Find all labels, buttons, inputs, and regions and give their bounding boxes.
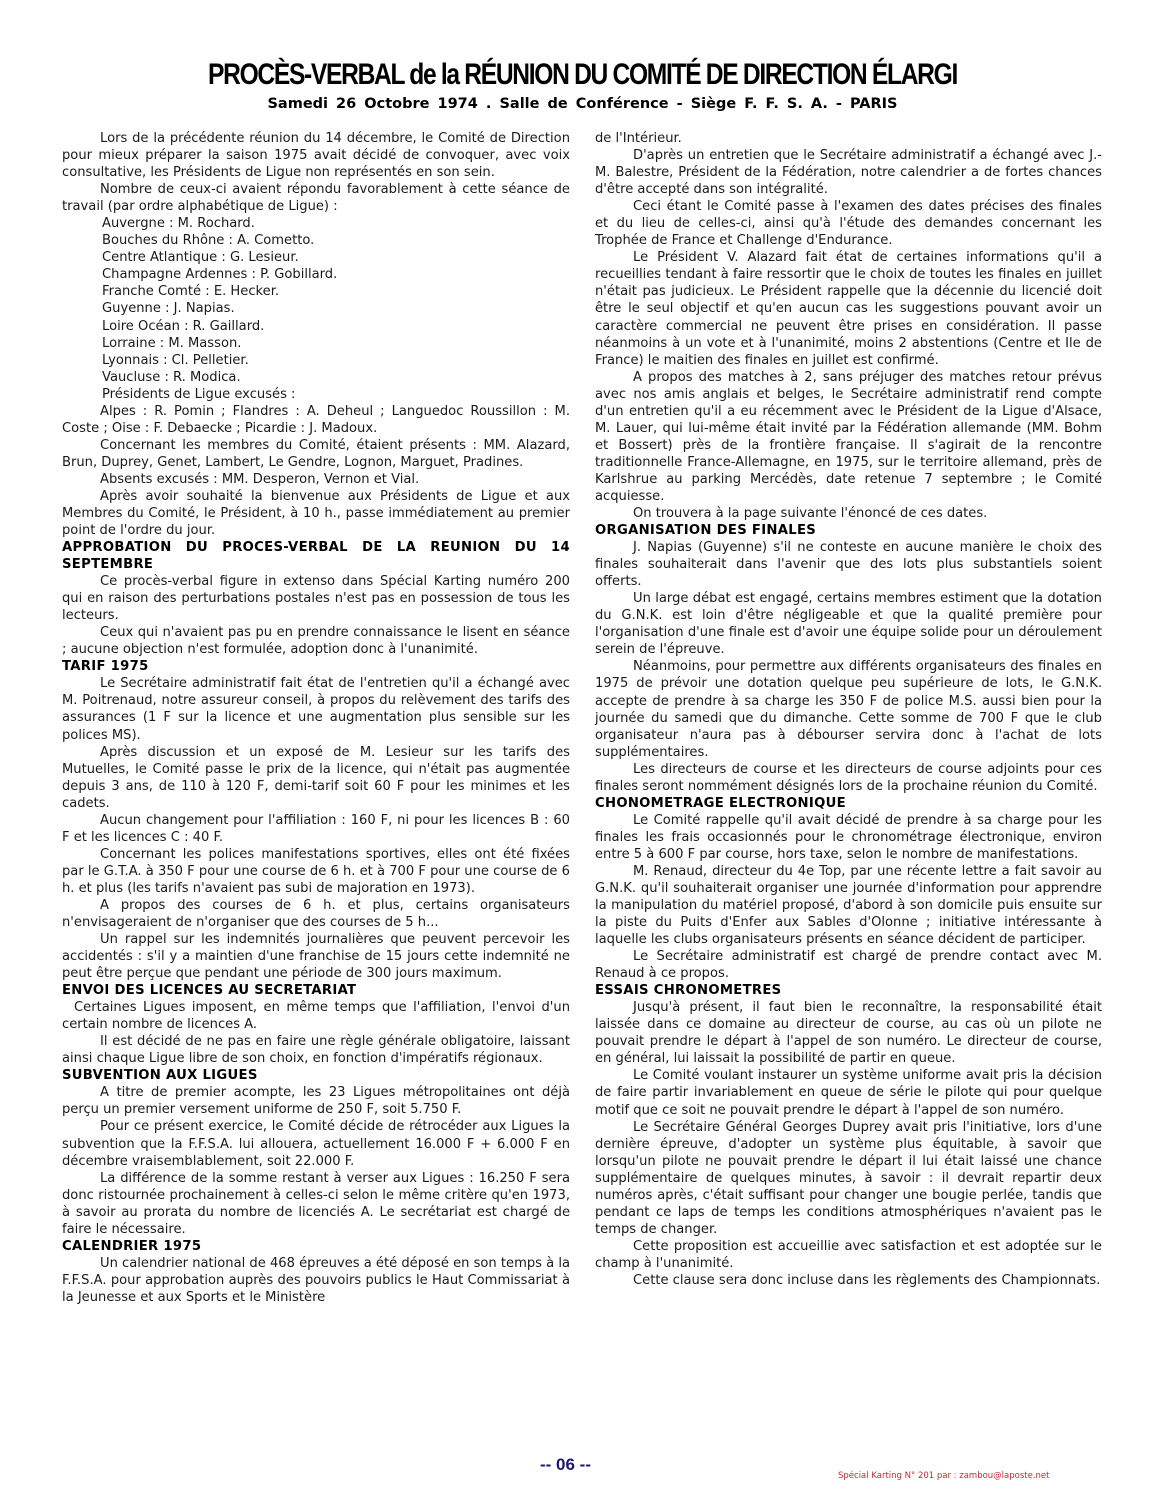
page-number: -- 06 -- (540, 1455, 591, 1474)
section-heading: ORGANISATION DES FINALES (595, 523, 817, 539)
paragraph: Concernant les polices manifestations sportives, elles ont été fixées par le G.T.A. à 350 F pour une course de 6 h. et à 700 F pour une course de 6 h. et plus (les tarifs n'avaient pas subi de majoration en 1973). (62, 846, 570, 896)
section-heading: TARIF 1975 (62, 659, 149, 675)
paragraph: Le Secrétaire administratif fait état de l'entretien qu'il a échangé avec M. Poitrenaud, notre assureur conseil, à propos du relèvement des tarifs des assurances (1 F sur la licence et une augmentation plus sensible sur les polices MS). (62, 676, 570, 743)
list-item: Vaucluse : R. Modica. (102, 369, 241, 385)
paragraph: D'après un entretien que le Secrétaire administratif a échangé avec J.-M. Balestre, Président de la Fédération, notre calendrier a de fortes chances d'être accepté dans son intégralité. (595, 148, 1102, 198)
paragraph: Le Secrétaire administratif est chargé de prendre contact avec M. Renaud à ce propos. (595, 949, 1102, 982)
left-column (62, 130, 570, 1306)
paragraph: Pour ce présent exercice, le Comité décide de rétrocéder aux Ligues la subvention que la F.F.S.A. lui allouera, actuellement 16.000 F + 6.000 F en décembre vraisemblablement, soit 22.000 F. (62, 1119, 570, 1169)
section-heading: ESSAIS CHRONOMETRES (595, 983, 782, 999)
list-item: Centre Atlantique : G. Lesieur. (102, 250, 299, 266)
list-item: Franche Comté : E. Hecker. (102, 284, 280, 300)
paragraph: A propos des courses de 6 h. et plus, certains organisateurs n'envisageraient de n'organiser que des courses de 5 h... (62, 897, 570, 931)
paragraph: A propos des matches à 2, sans préjuger des matches retour prévus avec nos amis anglais et belges, le Secrétaire administratif rend compte d'un entretien qu'il a eu récemment avec le Président de la Ligue d'Alsace, M. Lauer, qui lui-même était invité par la Fédération allemande (MM. Bohm et Bossert) près de la frontière française. Il s'agirait de la rencontre traditionnelle France-Allemagne, en 1975, sur le territoire allemand, près de Karlshrue au parking Mercédès, date retenue 7 septembre ; le Comité acquiesse. (595, 369, 1102, 504)
section-heading: CALENDRIER 1975 (62, 1238, 202, 1254)
paragraph: Cette clause sera donc incluse dans les règlements des Championnats. (633, 1273, 1101, 1288)
paragraph: M. Renaud, directeur du 4e Top, par une récente lettre a fait savoir au G.N.K. qu'il souhaiterait organiser une journée d'information pour apprendre la manipulation du matériel proposé, d'abord à son domicile puis ensuite sur la piste du Puits d'Enfer aux Sables d'Olonne ; initiative intéressante à laquelle les clubs organisateurs présents en séance décident de participer. (595, 863, 1102, 948)
list-item: Présidents de Ligue excusés : (102, 386, 296, 402)
paragraph: Un large débat est engagé, certains membres estiment que la dotation du G.N.K. est loin d'être négligeable et que la qualité première pour l'organisation d'une finale est d'avoir une équipe solide pour un déroulement serein de l'épreuve. (595, 591, 1102, 658)
paragraph: Il est décidé de ne pas en faire une règle générale obligatoire, laissant ainsi chaque Ligue libre de son choix, en fonction d'impératifs régionaux. (62, 1034, 570, 1067)
paragraph: A titre de premier acompte, les 23 Ligues métropolitaines ont déjà perçu un premier versement uniforme de 250 F, soit 5.750 F. (62, 1085, 570, 1118)
list-item: Lyonnais : Cl. Pelletier. (102, 352, 249, 368)
right-column (595, 130, 1102, 1289)
list-item: Lorraine : M. Masson. (102, 335, 242, 351)
list-item: Bouches du Rhône : A. Cometto. (102, 233, 315, 249)
paragraph: Les directeurs de course et les directeurs de course adjoints pour ces finales seront nommément désignés lors de la prochaine réunion du Comité. (595, 761, 1102, 794)
paragraph: Concernant les membres du Comité, étaient présents : MM. Alazard, Brun, Duprey, Genet, Lambert, Le Gendre, Lognon, Marguet, Pradines. (62, 437, 570, 470)
section-heading: CHONOMETRAGE ELECTRONIQUE (595, 795, 846, 811)
paragraph: Le Comité voulant instaurer un système uniforme avait pris la décision de faire partir invariablement en queue de série le pilote qui pour quelque motif que ce soit ne pouvait prendre le départ à l'appel de son numéro. (595, 1068, 1102, 1118)
section-heading: APPROBATION DU PROCES-VERBAL DE LA REUNION DU 14 SEPTEMBRE (62, 540, 570, 573)
paragraph: Cette proposition est accueillie avec satisfaction et est adoptée sur le champ à l'unanimité. (595, 1238, 1102, 1271)
section-heading: SUBVENTION AUX LIGUES (62, 1068, 258, 1084)
paragraph: Certaines Ligues imposent, en même temps que l'affiliation, l'envoi d'un certain nombre de licences A. (62, 1000, 570, 1033)
paragraph: Après discussion et un exposé de M. Lesieur sur les tarifs des Mutuelles, le Comité passe le prix de la licence, qui n'était pas augmentée depuis 3 ans, de 110 à 120 F, demi-tarif soit 60 F pour les minimes et les cadets. (62, 744, 570, 811)
section-heading: ENVOI DES LICENCES AU SECRETARIAT (62, 983, 357, 999)
paragraph: de l'Intérieur. (595, 131, 682, 146)
paragraph: On trouvera à la page suivante l'énoncé de ces dates. (633, 506, 988, 522)
list-item: Auvergne : M. Rochard. (102, 216, 255, 232)
paragraph: Le Président V. Alazard fait état de certaines informations qu'il a recueillies tendant à faire ressortir que le choix de toutes les finales en juillet n'était pas judicieux. Le Président rappelle que la décennie du licencié doit être le seul objectif et qu'en aucun cas les suggestions pouvant avoir un caractère commercial ne peuvent être prises en considération. Il passe néanmoins à un vote et à l'unanimité, moins 2 abstentions (Centre et Ile de France) le maitien des finales en juillet est confirmé. (595, 250, 1102, 368)
paragraph: Alpes : R. Pomin ; Flandres : A. Deheul ; Languedoc Roussillon : M. Coste ; Oise : F. Debaecke ; Picardie : J. Madoux. (62, 403, 570, 436)
paragraph: Néanmoins, pour permettre aux différents organisateurs des finales en 1975 de prévoir une dotation quelque peu supérieure de lots, le G.N.K. accepte de prendre à sa charge les 350 F de police M.S. aussi bien pour la journée du samedi que du dimanche. Cette somme de 700 F que le club organisateur n'aura pas à débourser servira donc à l'achat de lots supplémentaires. (595, 659, 1102, 760)
list-item: Champagne Ardennes : P. Gobillard. (102, 267, 338, 283)
paragraph: Le Comité rappelle qu'il avait décidé de prendre à sa charge pour les finales les frais occasionnés pour le chronométrage électronique, environ entre 5 à 600 F par course, hors taxe, selon le nombre de manifestations. (595, 812, 1102, 862)
list-item: Guyenne : J. Napias. (102, 301, 235, 317)
paragraph: Ce procès-verbal figure in extenso dans Spécial Karting numéro 200 qui en raison des perturbations postales n'est pas en possession de tous les lecteurs. (62, 574, 570, 624)
list-item: Loire Océan : R. Gaillard. (102, 318, 265, 334)
paragraph: Ceci étant le Comité passe à l'examen des dates précises des finales et du lieu de celles-ci, ainsi qu'à l'étude des demandes concernant les Trophée de France et Challenge d'Endurance. (595, 199, 1102, 249)
credit-line: Spécial Karting N° 201 par : zambou@laposte.net (838, 1471, 1050, 1481)
document-title: PROCÈS-VERBAL de la RÉUNION DU COMITÉ DE DIRECTION ÉLARGI (208, 58, 957, 91)
paragraph: Après avoir souhaité la bienvenue aux Présidents de Ligue et aux Membres du Comité, le Président, à 10 h., passe immédiatement au premier point de l'ordre du jour. (62, 488, 570, 539)
paragraph: Ceux qui n'avaient pas pu en prendre connaissance le lisent en séance ; aucune objection n'est formulée, adoption donc à l'unanimité. (62, 625, 570, 658)
paragraph: Le Secrétaire Général Georges Duprey avait pris l'initiative, lors d'une dernière épreuve, d'adopter un système plus équitable, à savoir que lorsqu'un pilote ne pouvait prendre le départ il lui était laissé une chance supplémentaire de quelques minutes, à savoir : il devrait repartir deux numéros après, c'était suffisant pour changer une bougie perlée, tandis que pendant ce laps de temps les conditions atmosphériques n'avaient pas le temps de changer. (595, 1119, 1102, 1237)
paragraph: Lors de la précédente réunion du 14 décembre, le Comité de Direction pour mieux préparer la saison 1975 avait décidé de convoquer, avec voix consultative, les Présidents de Ligue non représentés en son sein. (62, 131, 570, 181)
paragraph: Aucun changement pour l'affiliation : 160 F, ni pour les licences B : 60 F et les licences C : 40 F. (62, 812, 570, 845)
paragraph: Un rappel sur les indemnités journalières que peuvent percevoir les accidentés : s'il y a maintien d'une franchise de 15 jours cette indemnité ne peut être perçue que pendant une période de 300 jours maximum. (62, 932, 570, 982)
paragraph: Un calendrier national de 468 épreuves a été déposé en son temps à la F.F.S.A. pour approbation auprès des pouvoirs publics le Haut Commissariat à la Jeunesse et aux Sports et le Ministère (62, 1255, 570, 1305)
paragraph: Absents excusés : MM. Desperon, Vernon et Vial. (100, 471, 420, 487)
paragraph: J. Napias (Guyenne) s'il ne conteste en aucune manière le choix des finales souhaiterait dans l'avenir que des lots plus substantiels soient offerts. (595, 540, 1102, 590)
paragraph: Nombre de ceux-ci avaient répondu favorablement à cette séance de travail (par ordre alphabétique de Ligue) : (62, 182, 570, 215)
paragraph: La différence de la somme restant à verser aux Ligues : 16.250 F sera donc ristournée prochainement à celles-ci selon le même critère qu'en 1973, à savoir au prorata du nombre de licenciés A. Le secrétariat est chargé de faire le nécessaire. (62, 1170, 570, 1237)
paragraph: Jusqu'à présent, il faut bien le reconnaître, la responsabilité était laissée dans ce domaine au directeur de course, au cas où un pilote ne pouvait prendre le départ à l'appel de son numéro. Le directeur de course, en général, lui laissait la possibilité de partir en queue. (595, 1000, 1102, 1067)
document-subtitle: Samedi 26 Octobre 1974 . Salle de Conférence - Siège F. F. S. A. - PARIS (267, 96, 898, 112)
